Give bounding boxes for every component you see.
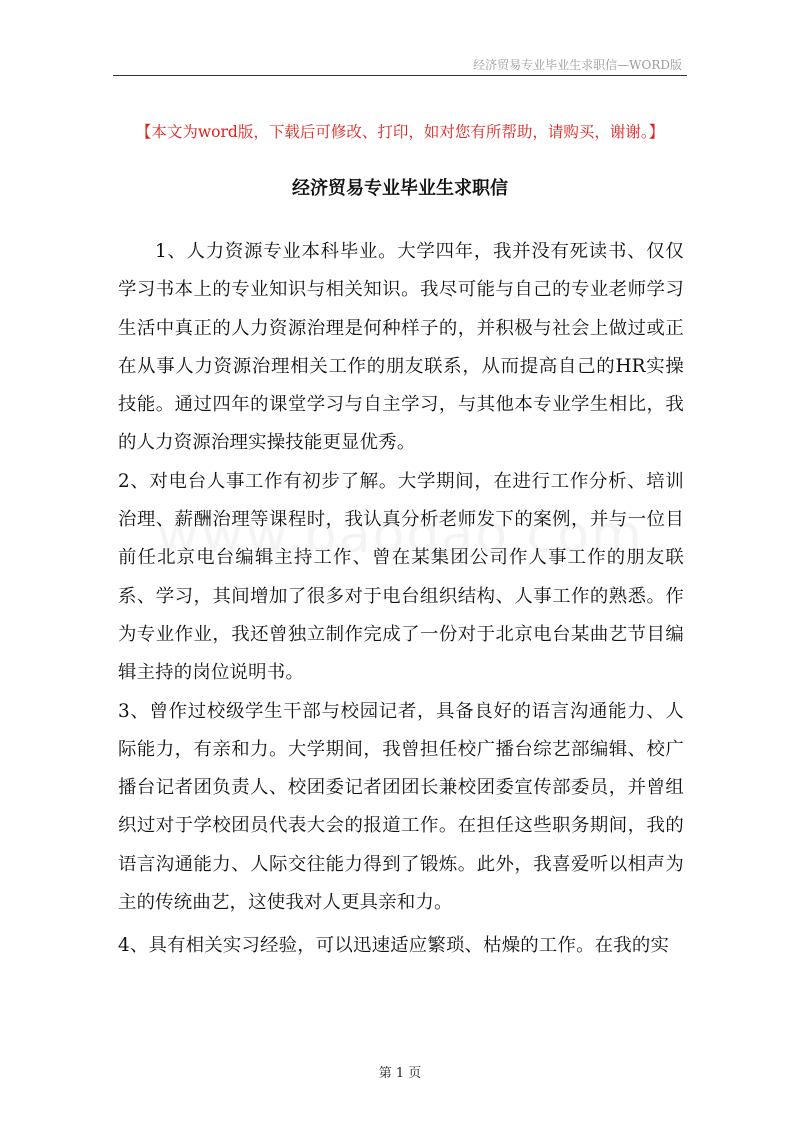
purchase-notice: 【本文为word版，下载后可修改、打印，如对您有所帮助，请购买，谢谢。】	[135, 123, 665, 141]
page-number: 第 1 页	[378, 1066, 422, 1081]
header-divider	[113, 75, 687, 76]
paragraph-2: 2、对电台人事工作有初步了解。大学期间，在进行工作分析、培训治理、薪酬治理等课程时，我认真分析老师发下的案例，并与一位目前任北京电台编辑主持工作、曾在某集团公司作人事工作的朋友联系、学习，其间增加了很多对于电台组织结构、人事工作的熟悉。作为专业作业，我还曾独立制作完成了一份对于北京电台某曲艺节目编辑主持的岗位说明书。	[118, 470, 684, 684]
document-title: 经济贸易专业毕业生求职信	[292, 178, 508, 199]
document-body	[118, 233, 684, 966]
paragraph-3: 3、曾作过校级学生干部与校园记者，具备良好的语言沟通能力、人际能力，有亲和力。大学期间，我曾担任校广播台综艺部编辑、校广播台记者团负责人、校团委记者团团长兼校团委宣传部委员，并曾组织过对于学校团员代表大会的报道工作。在担任这些职务期间，我的语言沟通能力、人际交往能力得到了锻炼。此外，我喜爱听以相声为主的传统曲艺，这使我对人更具亲和力。	[118, 700, 684, 914]
paragraph-1: 1、人力资源专业本科毕业。大学四年，我并没有死读书、仅仅学习书本上的专业知识与相关知识。我尽可能与自己的专业老师学习生活中真正的人力资源治理是何种样子的，并积极与社会上做过或正在从事人力资源治理相关工作的朋友联系，从而提高自己的HR实操技能。通过四年的课堂学习与自主学习，与其他本专业学生相比，我的人力资源治理实操技能更显优秀。	[118, 241, 684, 454]
paragraph-4: 4、具有相关实习经验，可以迅速适应繁琐、枯燥的工作。在我的实	[118, 935, 670, 957]
running-header: 经济贸易专业毕业生求职信—WORD版	[473, 58, 682, 72]
